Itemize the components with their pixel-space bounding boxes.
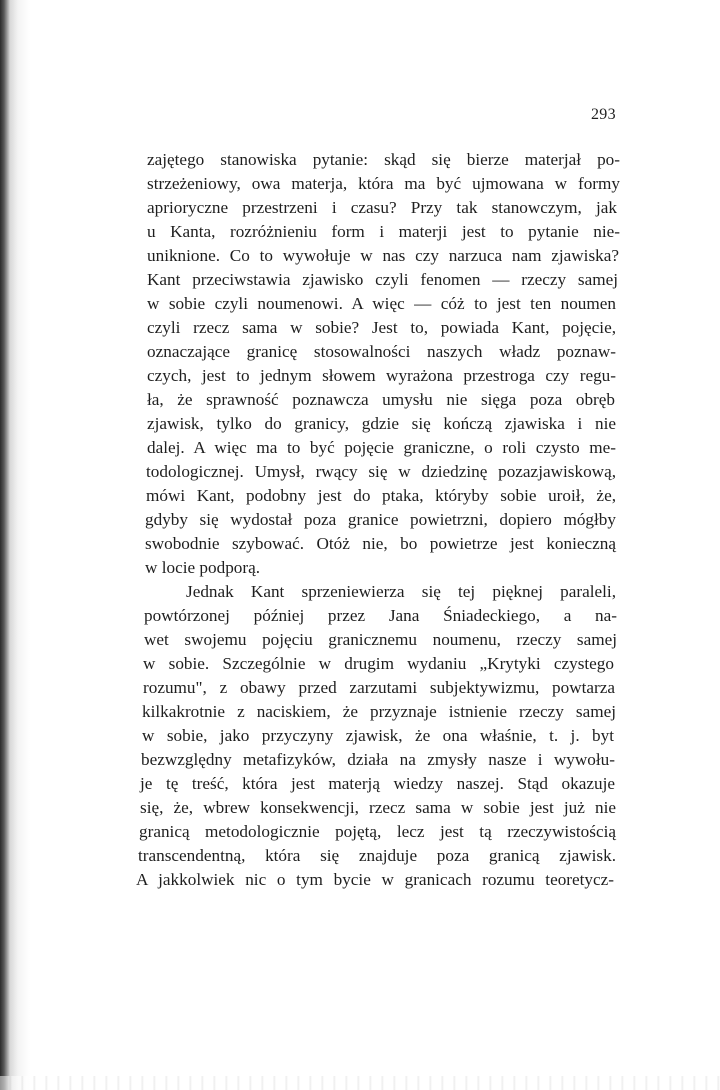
text-line: w sobie czyli noumenowi. A więc — cóż to jest ten noumen	[147, 294, 616, 313]
text-line: czych, jest to jednym słowem wyrażona przestroga czy regu-	[147, 366, 616, 385]
text-line: zjawisk, tylko do granicy, gdzie się kończą zjawiska i nie	[147, 414, 616, 433]
text-line: bezwzględny metafizyków, działa na zmysły nasze i wywołu-	[141, 750, 615, 769]
text-line: ła, że sprawność poznawcza umysłu nie sięga poza obręb	[147, 390, 615, 409]
page-number: 293	[591, 106, 616, 123]
text-line: dalej. A więc ma to być pojęcie graniczne, o roli czysto me-	[147, 438, 616, 457]
text-line: czyli rzecz sama w sobie? Jest to, powiada Kant, pojęcie,	[147, 318, 616, 337]
text-line: aprioryczne przestrzeni i czasu? Przy tak stanowczym, jak	[147, 198, 617, 217]
text-line: mówi Kant, podobny jest do ptaka, któryby sobie uroił, że,	[146, 486, 616, 505]
text-line: Kant przeciwstawia zjawisko czyli fenomen — rzeczy samej	[147, 270, 618, 289]
text-line: transcendentną, która się znajduje poza granicą zjawisk.	[138, 846, 616, 865]
text-line: A jakkolwiek nic o tym bycie w granicach rozumu teoretycz-	[136, 870, 614, 889]
text-line: u Kanta, rozróżnieniu form i materji jest to pytanie nie-	[147, 222, 620, 241]
text-line: powtórzonej później przez Jana Śniadeckiego, a na-	[144, 606, 617, 625]
text-line: zajętego stanowiska pytanie: skąd się bierze materjał po-	[147, 150, 620, 169]
text-line: w sobie. Szczególnie w drugim wydaniu „Krytyki czystego	[143, 654, 614, 673]
text-line: kilkakrotnie z naciskiem, że przyznaje istnienie rzeczy samej	[142, 702, 616, 721]
text-line: w locie podporą.	[145, 558, 261, 577]
text-line: strzeżeniowy, owa materja, która ma być ujmowana w formy	[147, 174, 620, 193]
text-line: gdyby się wydostał poza granice powietrzni, dopiero mógłby	[145, 510, 616, 529]
text-line: je tę treść, która jest materją wiedzy naszej. Stąd okazuje	[140, 774, 615, 793]
text-line: granicą metodologicznie pojętą, lecz jest tą rzeczywistością	[139, 822, 616, 841]
text-line: swobodnie szybować. Otóż nie, bo powietrze jest konieczną	[145, 534, 616, 553]
text-line: w sobie, jako przyczyny zjawisk, że ona właśnie, t. j. byt	[142, 726, 614, 745]
text-line: uniknione. Co to wywołuje w nas czy narzuca nam zjawiska?	[147, 246, 619, 265]
text-line: wet swojemu pojęciu granicznemu noumenu, rzeczy samej	[144, 630, 617, 649]
text-line: rozumu", z obawy przed zarzutami subjektywizmu, powtarza	[143, 678, 615, 697]
text-line: todologicznej. Umysł, rwący się w dziedzinę pozazjawiskową,	[146, 462, 616, 481]
text-line: się, że, wbrew konsekwencji, rzecz sama w sobie jest już nie	[140, 798, 616, 817]
text-line: oznaczające granicę stosowalności naszych władz poznaw-	[147, 342, 616, 361]
text-line: Jednak Kant sprzeniewierza się tej pięknej paraleli,	[186, 582, 616, 601]
